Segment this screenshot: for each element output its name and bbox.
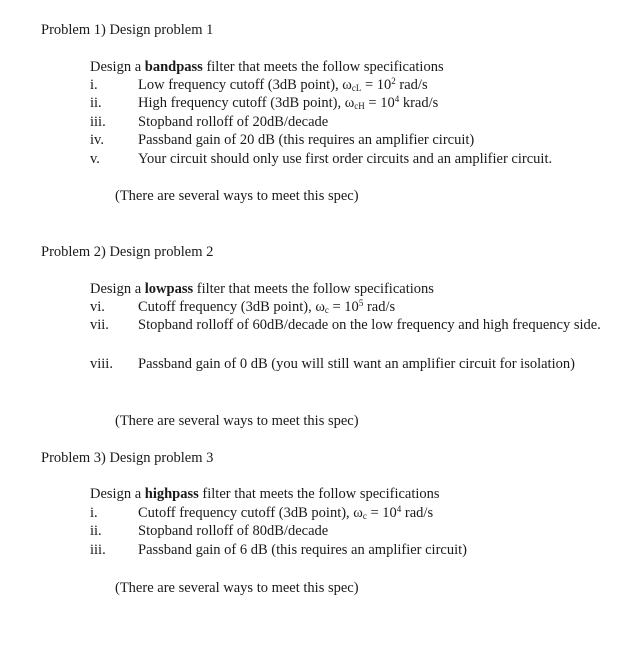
problem-1-title: Problem 1) Design problem 1 [41,22,214,38]
item-number: vi. [90,299,105,315]
item-text: Cutoff frequency (3dB point), $\omega_c = 10^5$ rad/s [138,298,396,315]
item-number: iii. [90,114,106,130]
problem-2-note: (There are several ways to meet this spec) [115,413,359,429]
item-number: i. [90,505,98,521]
item-number: ii. [90,523,102,539]
item-number: ii. [90,95,102,111]
problem-3-intro: Design a highpass filter that meets the follow specifications [90,486,440,502]
item-number: v. [90,151,100,167]
item-text: Passband gain of 20 dB (this requires an amplifier circuit) [138,132,475,148]
item-number: i. [90,77,98,93]
problem-2-intro: Design a lowpass filter that meets the follow specifications [90,281,434,297]
item-text: Stopband rolloff of 20dB/decade [138,114,329,130]
problem-1-note: (There are several ways to meet this spec) [115,188,359,204]
item-text: Cutoff frequency cutoff (3dB point), $\omega_c = 10^4$ rad/s [138,504,434,521]
item-text: Stopband rolloff of 80dB/decade [138,523,329,539]
item-text: Your circuit should only use first order circuits and an amplifier circuit. [138,151,553,167]
item-text: Low frequency cutoff (3dB point), $\omega_{cL} = 10^2$ rad/s [138,76,428,93]
problem-2-title: Problem 2) Design problem 2 [41,244,214,260]
item-number: iii. [90,542,106,558]
item-number: iv. [90,132,104,148]
item-text: High frequency cutoff (3dB point), $\omega_{cH} = 10^4$ krad/s [138,94,439,111]
item-text: Passband gain of 0 dB (you will still want an amplifier circuit for isolation) [138,356,575,372]
item-text: Passband gain of 6 dB (this requires an amplifier circuit) [138,542,467,558]
problem-3-note: (There are several ways to meet this spec) [115,580,359,596]
item-text: Stopband rolloff of 60dB/decade on the low frequency and high frequency side. [138,317,601,333]
problem-1-intro: Design a bandpass filter that meets the follow specifications [90,59,444,75]
item-number: vii. [90,317,109,333]
problem-3-title: Problem 3) Design problem 3 [41,450,214,466]
item-number: viii. [90,356,113,372]
